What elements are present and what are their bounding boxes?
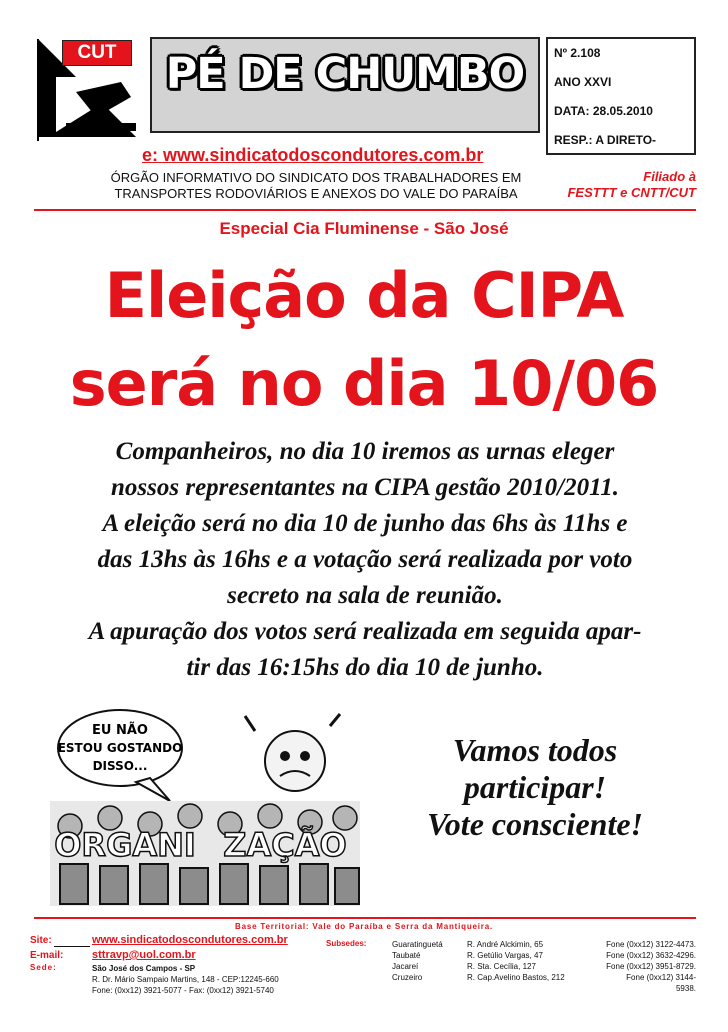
subsede-city: Taubaté (392, 951, 421, 960)
subsede-phone: Fone (0xx12) 3632-4296. (606, 951, 696, 960)
subsede-city: Cruzeiro (392, 973, 423, 982)
footer-sede-address: R. Dr. Mário Sampaio Martins, 148 - CEP:12245-660 (92, 975, 279, 984)
headline-line-1: Eleição da CIPA (104, 259, 624, 332)
body-line-5: secreto na sala de reunião. (227, 582, 503, 609)
slogan (400, 732, 670, 843)
subsede-phone: Fone (0xx12) 3951-8729. (606, 962, 696, 971)
header-site-link[interactable]: www.sindicatodoscondutores.com.br (163, 145, 484, 165)
subsede-city: Guaratinguetá (392, 940, 443, 949)
footer-sede-city: São José dos Campos - SP (92, 964, 196, 973)
speech-line-1: EU NÃO (92, 723, 148, 738)
body-line-2: nossos representantes na CIPA gestão 2010/2011. (111, 474, 619, 501)
footer-subsedes-label: Subsedes: (326, 939, 367, 948)
body-line-6: A apuração dos votos será realizada em seguida apar- (88, 618, 642, 645)
footer-sede-phone: Fone: (0xx12) 3921-5077 - Fax: (0xx12) 3921-5740 (92, 986, 274, 995)
cartoon-graphic (40, 706, 370, 906)
slogan-line-1: Vamos todos (452, 732, 618, 768)
subsede-address: R. Sta. Cecília, 127 (467, 962, 536, 971)
org-line-2: TRANSPORTES RODOVIÁRIOS E ANEXOS DO VALE DO PARAÍBA (114, 186, 518, 201)
body-line-3: A eleição será no dia 10 de junho das 6hs às 11hs e (102, 510, 628, 537)
org-line-1: ÓRGÃO INFORMATIVO DO SINDICATO DOS TRABALHADORES EM (110, 170, 522, 185)
issue-date: DATA: 28.05.2010 (554, 104, 653, 118)
footer-site-link[interactable]: www.sindicatodoscondutores.com.br (92, 934, 288, 946)
cut-tag: CUT (62, 40, 132, 66)
slogan-line-2: participar! (463, 769, 607, 805)
affiliation-line-1: Filiado à (643, 169, 696, 184)
affiliation-line-2: FESTTT e CNTT/CUT (567, 185, 696, 200)
body-line-1: Companheiros, no dia 10 iremos as urnas eleger (115, 438, 615, 465)
subsede-address: R. Cap.Avelino Bastos, 212 (467, 973, 565, 982)
subsede-phone-tail: 5938. (675, 984, 696, 993)
header-divider (34, 209, 696, 211)
speech-line-3: DISSO... (92, 759, 148, 773)
subsede-phone: Fone (0xx12) 3122-4473. (606, 940, 696, 949)
headline (0, 252, 728, 428)
footer-site-label: Site: (30, 935, 52, 946)
subsede-address: R. Getúlio Vargas, 47 (467, 951, 543, 960)
footer-email-label: E-mail: (30, 950, 64, 961)
base-territorial: Base Territorial: Vale do Paraíba e Serra da Mantiqueira. (235, 922, 493, 931)
word-organi: ORGANI (54, 826, 196, 864)
footer-email-link[interactable]: sttravp@uol.com.br (92, 949, 196, 961)
headline-line-2: será no dia 10/06 (69, 347, 659, 420)
footer-divider (34, 917, 696, 919)
word-zacao: ZAÇÃO (223, 826, 347, 864)
subsede-address: R. André Alckimin, 65 (467, 940, 544, 949)
subsede-city: Jacareí (392, 962, 419, 971)
footer-sede-label: Sede: (30, 963, 57, 972)
affiliation (556, 169, 696, 201)
issue-year: ANO XXVI (554, 75, 612, 89)
body-line-4: das 13hs às 16hs e a votação será realizada por voto (97, 546, 633, 573)
issue-number: Nº 2.108 (554, 46, 601, 60)
special-edition: Especial Cia Fluminense - São José (219, 219, 509, 238)
cartoon-illustration (40, 706, 370, 906)
header-site-prefix: e: (142, 145, 159, 165)
issue-infobox (546, 37, 696, 155)
subsede-phone: Fone (0xx12) 3144- (626, 973, 696, 982)
masthead (150, 37, 540, 133)
issue-responsible: RESP.: A DIRETO- (554, 133, 657, 147)
slogan-line-3: Vote consciente! (427, 806, 643, 842)
footer-site-rule (54, 946, 90, 947)
body-line-7: tir das 16:15hs do dia 10 de junho. (186, 654, 544, 681)
article-body (20, 434, 710, 686)
speech-line-2: ESTOU GOSTANDO (57, 741, 183, 755)
header-site[interactable] (142, 145, 483, 166)
org-description (78, 170, 554, 202)
masthead-title: PÉ DE CHUMBO (165, 49, 525, 99)
